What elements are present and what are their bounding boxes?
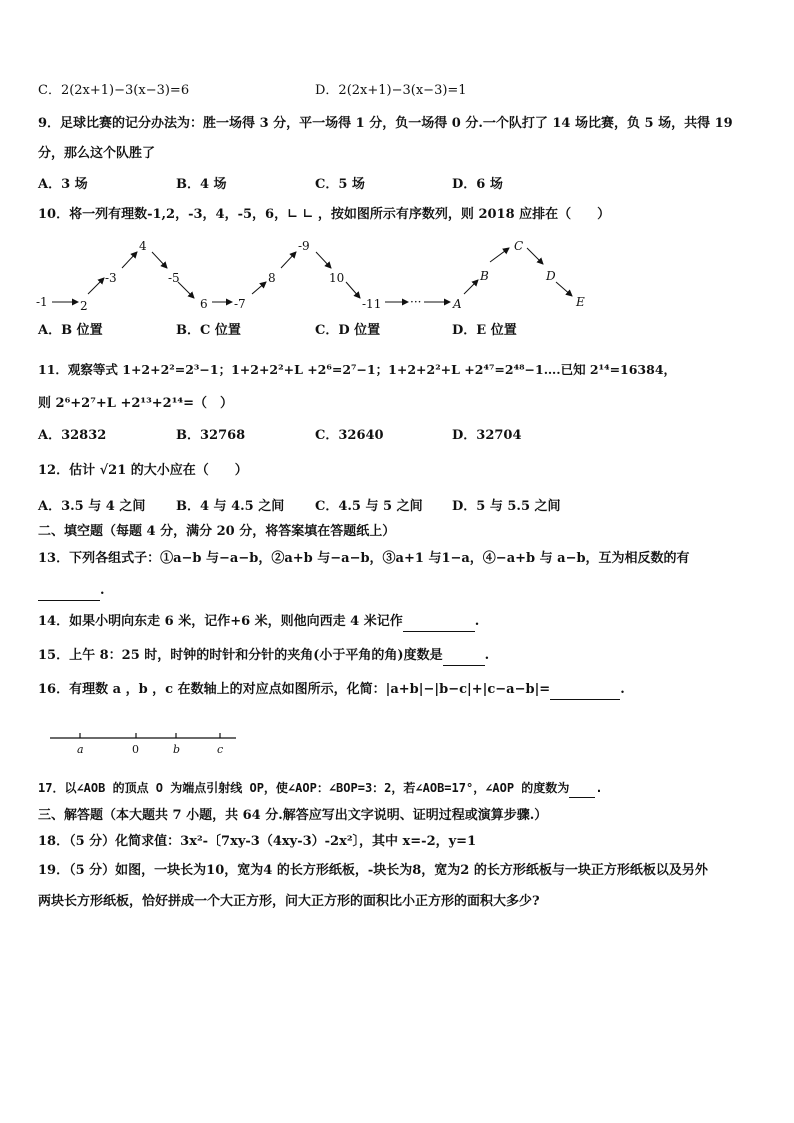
q9-option-b: B．4 场 (176, 177, 227, 192)
q13-stem-line1: 13．下列各组式子：①a−b 与−a−b，②a+b 与−a−b，③a+1 与1−a，④−a+b 与 a−b，互为相反数的有 (38, 551, 690, 566)
seq-label-E: E (576, 295, 585, 309)
q10-option-a: A．B 位置 (38, 323, 103, 338)
q16-period: . (620, 682, 625, 697)
q8-option-d: D．2(2x+1)−3(x−3)=1 (315, 83, 467, 98)
q13-answer-blank[interactable] (38, 582, 100, 601)
q16-answer-blank[interactable] (550, 681, 620, 700)
q16-stem: 16．有理数 a ，b ，c 在数轴上的对应点如图所示，化简：|a+b|−|b−c|+|c−a−b|= (38, 682, 551, 697)
axis-label-b: b (173, 743, 181, 756)
q14-period: . (474, 614, 480, 629)
seq-label-6: 6 (200, 297, 208, 311)
q15-line (38, 647, 489, 666)
q11-option-d: D．32704 (452, 428, 522, 443)
seq-label-4: 4 (139, 239, 147, 253)
seq-label-neg1: -1 (36, 295, 48, 309)
q16-number-line (0, 728, 260, 758)
seq-label-A: A (453, 297, 462, 311)
axis-label-0: 0 (132, 743, 139, 756)
q12-option-b: B．4 与 4.5 之间 (176, 499, 285, 514)
q15-period: . (484, 648, 490, 663)
q17-answer-blank[interactable] (569, 779, 595, 798)
q14-answer-blank[interactable] (403, 613, 475, 632)
seq-label-neg11: -11 (362, 297, 382, 311)
q13-period: . (100, 583, 105, 598)
q17-period: . (595, 781, 603, 795)
q9-option-d: D．6 场 (452, 177, 503, 192)
q9-stem-line1: 9．足球比赛的记分办法为：胜一场得 3 分，平一场得 1 分，负一场得 0 分.一个队打了 14 场比赛，负 5 场，共得 19 (38, 116, 733, 131)
q14-stem: 14．如果小明向东走 6 米，记作+6 米，则他向西走 4 米记作 (38, 614, 403, 629)
q9-option-a: A．3 场 (38, 177, 88, 192)
q13-answer-line (38, 582, 105, 601)
seq-label-B: B (480, 269, 489, 283)
q10-sequence-figure (0, 232, 620, 322)
sequence-arrows (52, 248, 572, 302)
q14-line (38, 613, 479, 632)
q17-line (38, 779, 603, 798)
seq-label-10: 10 (329, 271, 345, 285)
axis-label-c: c (217, 743, 224, 756)
seq-label-ellipsis: ··· (410, 295, 422, 309)
seq-label-C: C (514, 239, 524, 253)
q12-option-a: A．3.5 与 4 之间 (38, 499, 146, 514)
seq-label-neg5: -5 (168, 271, 180, 285)
q11-option-a: A．32832 (38, 428, 107, 443)
axis-label-a: a (77, 743, 84, 756)
q18-stem: 18．（5 分）化简求值：3x²-〔7xy-3（4xy-3）-2x²〕，其中 x=-2，y=1 (38, 834, 477, 849)
q15-answer-blank[interactable] (443, 647, 485, 666)
q9-stem-line2: 分，那么这个队胜了 (38, 146, 156, 161)
q11-stem-line2: 则 2⁶+2⁷+L +2¹³+2¹⁴=（ ） (38, 396, 234, 411)
q16-line (38, 681, 625, 700)
q10-option-d: D．E 位置 (452, 323, 517, 338)
q12-stem: 12．估计 √21 的大小应在（ ） (38, 463, 248, 478)
q11-option-b: B．32768 (176, 428, 246, 443)
seq-label-neg7: -7 (234, 297, 246, 311)
q12-option-c: C．4.5 与 5 之间 (315, 499, 423, 514)
q19-stem-line2: 两块长方形纸板，恰好拼成一个大正方形，问大正方形的面积比小正方形的面积大多少? (38, 894, 540, 909)
section-3-heading: 三、解答题（本大题共 7 小题，共 64 分.解答应写出文字说明、证明过程或演算步骤.） (38, 808, 548, 823)
q19-stem-line1: 19．（5 分）如图，一块长为10，宽为4 的长方形纸板，-块长为8，宽为2 的长方形纸板与一块正方形纸板以及另外 (38, 863, 708, 878)
seq-label-D: D (546, 269, 556, 283)
q11-stem-line1: 11．观察等式 1+2+2²=2³−1；1+2+2²+L +2⁶=2⁷−1；1+2+2²+L +2⁴⁷=2⁴⁸−1….已知 2¹⁴=16384， (38, 362, 677, 377)
seq-label-2: 2 (80, 299, 88, 313)
seq-label-neg3: -3 (105, 271, 117, 285)
q10-stem: 10．将一列有理数-1,2，-3，4，-5，6，∟ ∟ ，按如图所示有序数列，则 2018 应排在（ ） (38, 207, 611, 222)
q10-option-c: C．D 位置 (315, 323, 381, 338)
q11-option-c: C．32640 (315, 428, 384, 443)
seq-label-8: 8 (268, 271, 276, 285)
q9-option-c: C．5 场 (315, 177, 365, 192)
seq-label-neg9: -9 (298, 239, 310, 253)
section-2-heading: 二、填空题（每题 4 分，满分 20 分，将答案填在答题纸上） (38, 524, 396, 539)
q12-option-d: D．5 与 5.5 之间 (452, 499, 561, 514)
q10-option-b: B．C 位置 (176, 323, 241, 338)
q17-stem: 17．以∠AOB 的顶点 O 为端点引射线 OP，使∠AOP：∠BOP=3：2，若∠AOB=17°，∠AOP 的度数为 (38, 781, 570, 795)
q15-stem: 15．上午 8：25 时，时钟的时针和分针的夹角(小于平角的角)度数是 (38, 648, 443, 663)
q8-option-c: C．2(2x+1)−3(x−3)=6 (38, 83, 190, 98)
